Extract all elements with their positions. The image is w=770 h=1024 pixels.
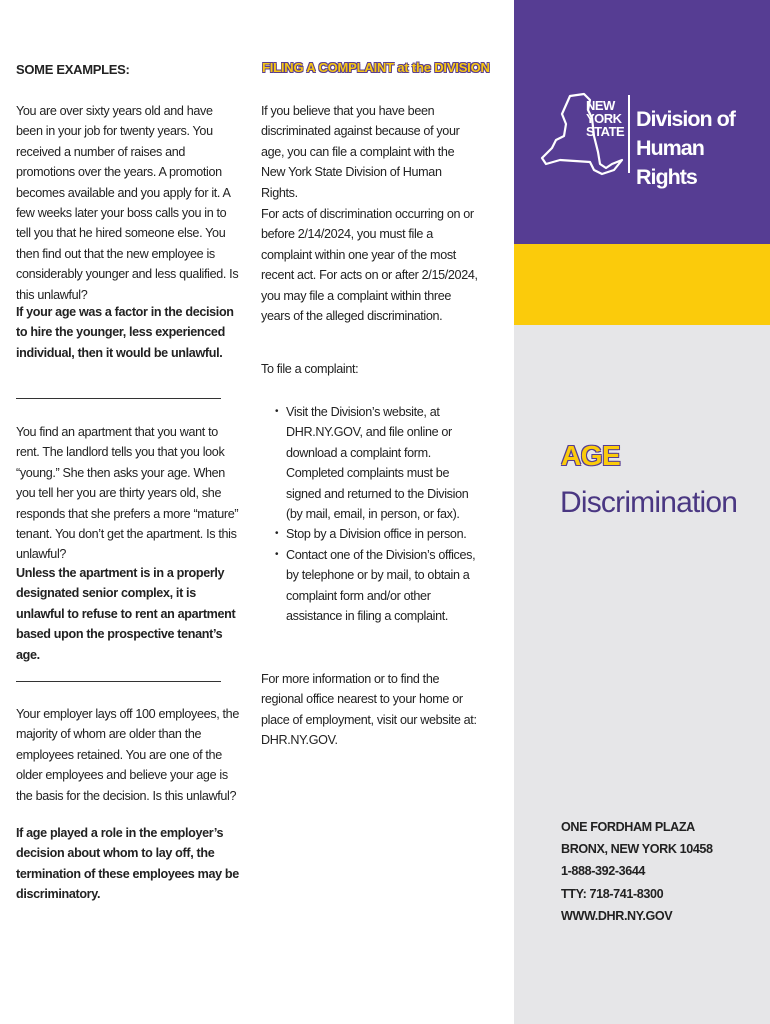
section-divider <box>16 681 221 682</box>
to-file-label: To file a complaint: <box>261 362 359 376</box>
filing-steps-list <box>262 402 482 626</box>
cover-title: Discrimination <box>560 486 738 519</box>
logo-state-text: NEW YORK STATE <box>586 98 625 139</box>
more-info-text: For more information or to find the regional office nearest to your home or place of employment, visit our website at: DHR.NY.GOV. <box>261 672 477 748</box>
logo-separator <box>628 95 630 173</box>
filing-step: • Stop by a Division office in person. <box>262 524 482 544</box>
filing-deadlines: For acts of discrimination occurring on or before 2/14/2024, you must file a complaint within one year of the most recent act. For acts on or after 2/15/2024, you may file a complaint within three years of the alleged discrimination. <box>261 207 478 324</box>
example-3-text: Your employer lays off 100 employees, the majority of whom are older than the employees retained. You are one of the older employees and believe your age is the basis for the decision. Is this unlawful? <box>16 707 239 803</box>
logo-agency-name: Division of Human Rights <box>636 107 735 189</box>
phone-number: 1-888-392-3644 <box>561 864 646 879</box>
nys-dhr-logo <box>540 90 750 189</box>
address-line: ONE FORDHAM PLAZA <box>561 820 695 834</box>
example-2-answer: Unless the apartment is in a properly designated senior complex, it is unlawful to refuse to rent an apartment based upon the prospective tenant’s age. <box>16 566 236 662</box>
filing-step: • Contact one of the Division’s offices, by telephone or by mail, to obtain a complaint form and/or other assistance in filing a complaint. <box>262 545 482 627</box>
cover-title-accent: AGE <box>561 440 621 471</box>
example-1-text: You are over sixty years old and have been in your job for twenty years. You received a number of raises and promotions over the years. A promotion becomes available and you apply for it. A few weeks later your boss calls you in to tell you that he hired someone else. You then find out that the new employee is considerably younger and less qualified. Is this unlawful? <box>16 104 239 302</box>
contact-block <box>561 816 713 927</box>
section-divider <box>16 398 221 399</box>
tty-number: TTY: 718-741-8300 <box>561 886 664 901</box>
cover-accent-band <box>514 244 770 325</box>
filing-intro: If you believe that you have been discriminated against because of your age, you can file a complaint with the New York State Division of Human Rights. <box>261 104 460 200</box>
address-line: BRONX, NEW YORK 10458 <box>561 842 713 857</box>
example-3-answer: If age played a role in the employer’s decision about whom to lay off, the termination of these employees may be discriminatory. <box>16 826 239 902</box>
website-link[interactable]: WWW.DHR.NY.GOV <box>561 908 673 923</box>
filing-step: • Visit the Division’s website, at DHR.NY.GOV, and file online or download a complaint form. Completed complaints must be signed and returned to the Division (by mail, email, in person, or fax). <box>262 402 482 524</box>
filing-complaint-heading: FILING A COMPLAINT at the DIVISION <box>262 60 490 75</box>
examples-heading: SOME EXAMPLES: <box>16 62 130 77</box>
example-2-text: You find an apartment that you want to rent. The landlord tells you that you look “young.” She then asks your age. When you tell her you are thirty years old, she responds that she prefers a more “mature” tenant. You don’t get the apartment. Is this unlawful? <box>16 425 239 562</box>
example-1-answer: If your age was a factor in the decision to hire the younger, less experienced individual, then it would be unlawful. <box>16 305 234 360</box>
